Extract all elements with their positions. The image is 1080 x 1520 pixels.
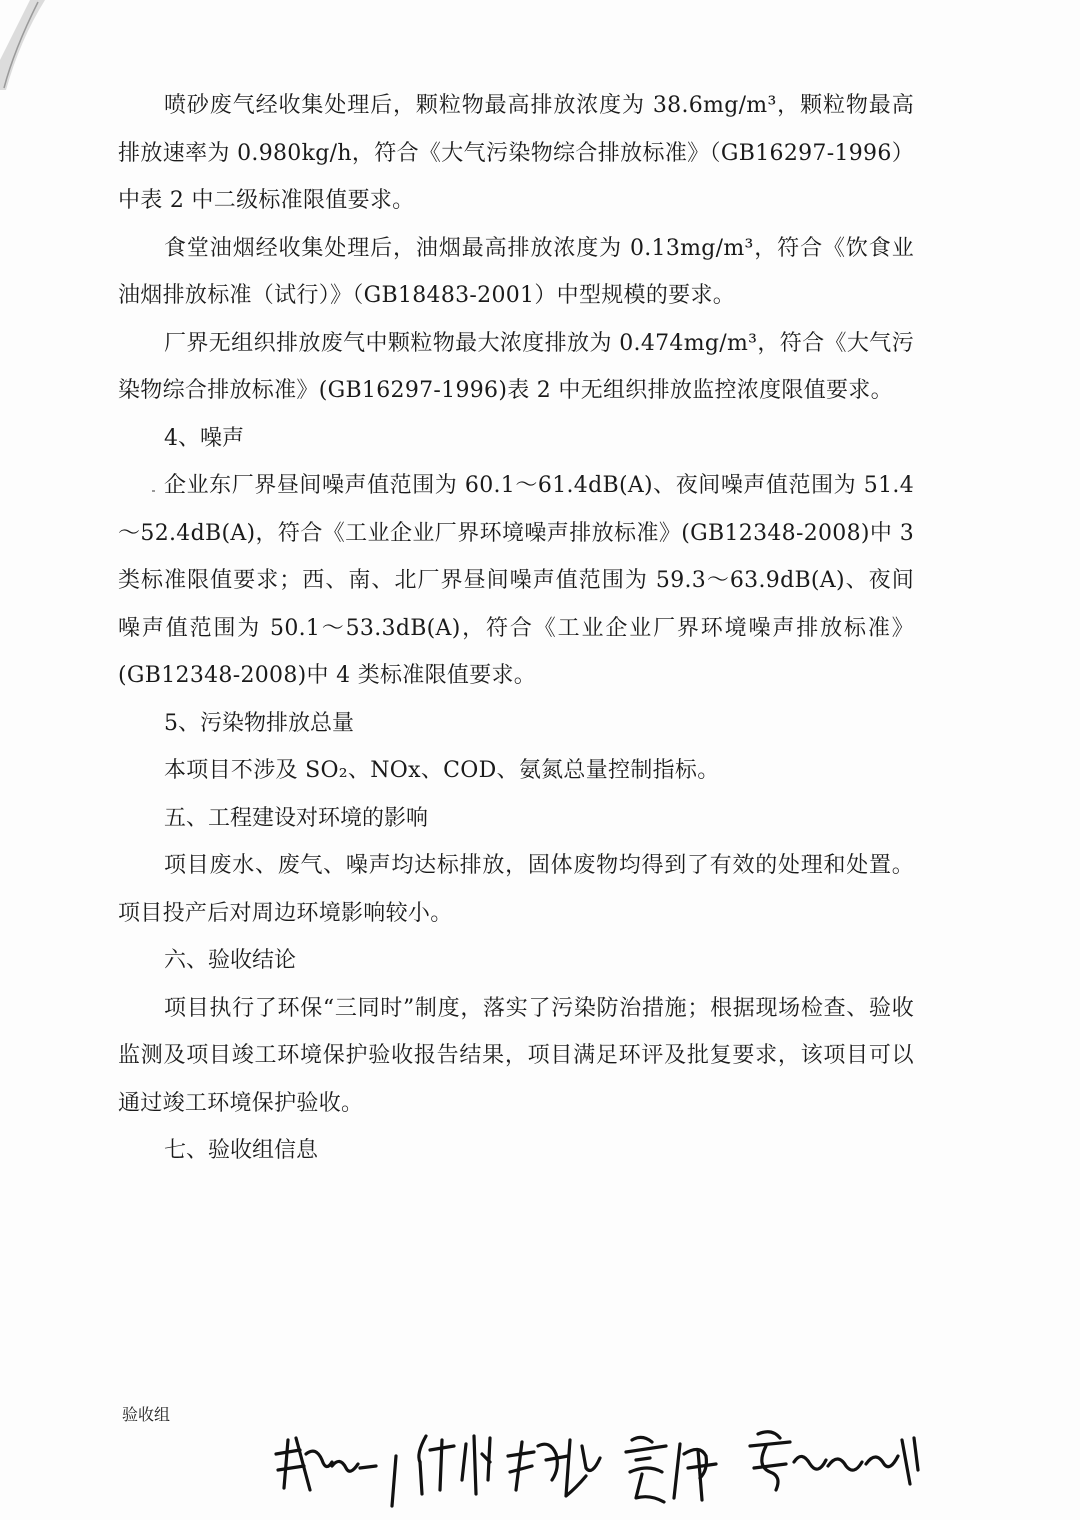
page-corner-fold	[0, 0, 60, 90]
acceptance-group-label: 验收组	[122, 1405, 171, 1424]
handwritten-signature-1	[276, 1438, 376, 1490]
handwritten-signature-4	[626, 1437, 716, 1502]
paragraph-conclusion: 项目执行了环保“三同时”制度，落实了污染防治措施；根据现场检查、验收监测及项目竣工环境保护验收报告结果，项目满足环评及批复要求，该项目可以通过竣工环境保护验收。	[118, 995, 914, 1116]
paragraph-noise: 企业东厂界昼间噪声值范围为 60.1～61.4dB(A)、夜间噪声值范围为 51.4～52.4dB(A)，符合《工业企业厂界环境噪声排放标准》(GB12348-2008)中 3 类标准限值要求；西、南、北厂界昼间噪声值范围为 59.3～63.9dB(A)、夜间噪声值范围为 50.1～53.3dB(A)，符合《工业企业厂界环境噪声排放标准》(GB12348-2008)中 4 类标准限值要求。	[118, 473, 914, 688]
signature-divider-stroke	[392, 1456, 396, 1506]
handwritten-signatures	[270, 1410, 950, 1510]
paragraph-sandblasting-emissions: 喷砂废气经收集处理后，颗粒物最高排放浓度为 38.6mg/m³，颗粒物最高排放速率为 0.980kg/h，符合《大气污染物综合排放标准》（GB16297-1996）中表 2 中二级标准限值要求。	[118, 93, 914, 213]
section-heading-noise: 4、噪声	[164, 425, 244, 451]
paragraph-canteen-fumes: 食堂油烟经收集处理后，油烟最高排放浓度为 0.13mg/m³，符合《饮食业油烟排放标准（试行）》（GB18483-2001）中型规模的要求。	[118, 235, 914, 308]
paragraph-total-emissions: 本项目不涉及 SO₂、NOx、COD、氨氮总量控制指标。	[164, 758, 720, 783]
handwritten-signature-2	[419, 1436, 490, 1494]
section-heading-conclusion: 六、验收结论	[164, 948, 297, 973]
section-heading-group-info: 七、验收组信息	[164, 1138, 319, 1163]
section-heading-environmental-impact: 五、工程建设对环境的影响	[164, 805, 429, 831]
section-heading-total-emissions: 5、污染物排放总量	[164, 710, 354, 736]
document-body	[118, 82, 914, 1175]
handwritten-signature-3	[508, 1440, 600, 1496]
paragraph-fugitive-emissions: 厂界无组织排放废气中颗粒物最大浓度排放为 0.474mg/m³，符合《大气污染物综合排放标准》(GB16297-1996)表 2 中无组织排放监控浓度限值要求。	[118, 330, 914, 403]
handwritten-signature-5	[750, 1432, 918, 1490]
paragraph-environmental-impact: 项目废水、废气、噪声均达标排放，固体废物均得到了有效的处理和处置。项目投产后对周边环境影响较小。	[118, 853, 914, 926]
